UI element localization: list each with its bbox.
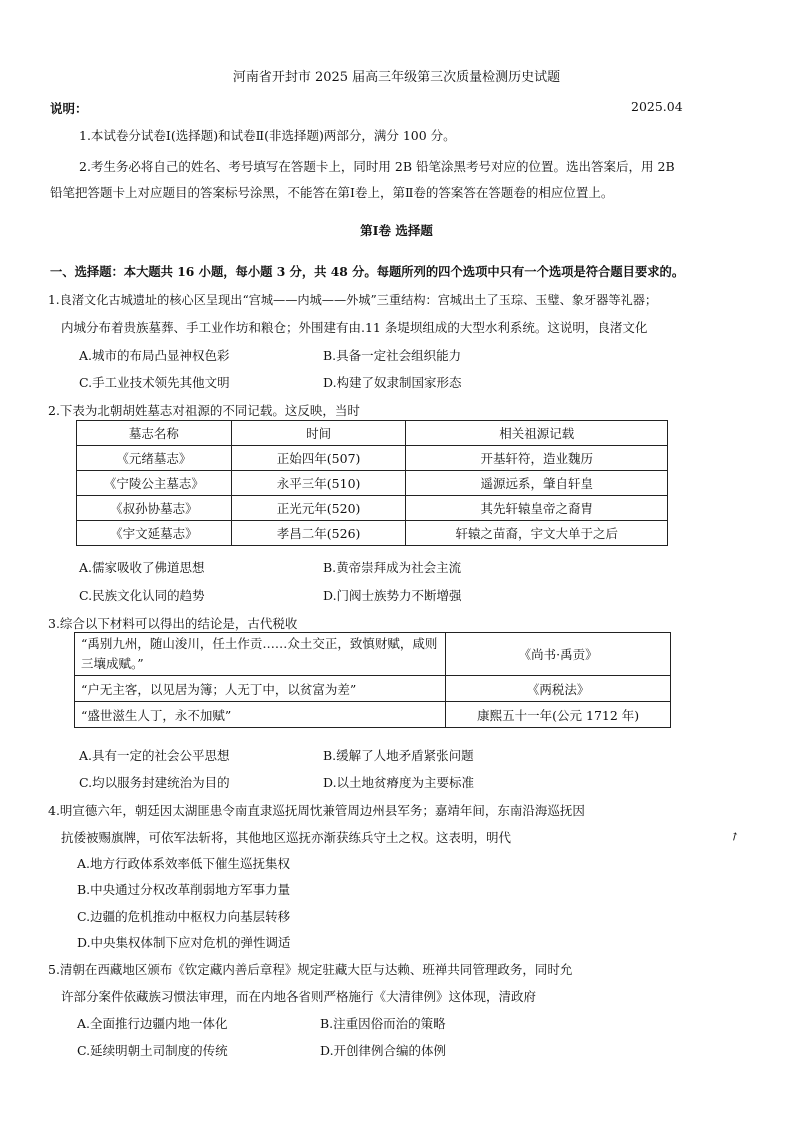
part-heading: 一、选择题：本大题共 16 小题，每小题 3 分，共 48 分。每题所列的四个选项中只有一个选项是符合题目要求的。 xyxy=(50,264,685,279)
q2-option-d[interactable]: D.门阀士族势力不断增强 xyxy=(323,588,462,603)
q5-stem-line1: 5.清朝在西藏地区颁布《钦定藏内善后章程》规定驻藏大臣与达赖、班禅共同管理政务，同时允 xyxy=(48,962,573,977)
table-cell: 《尚书·禹贡》 xyxy=(446,633,671,676)
table-cell: 永平三年(510) xyxy=(231,471,406,496)
table-cell: 《宇文延墓志》 xyxy=(77,521,232,546)
q3-option-c[interactable]: C.均以服务封建统治为目的 xyxy=(79,775,230,790)
note-label: 说明： xyxy=(50,101,88,116)
q2-option-c[interactable]: C.民族文化认同的趋势 xyxy=(79,588,205,603)
table-cell: 康熙五十一年(公元 1712 年) xyxy=(446,702,671,728)
q3-option-d[interactable]: D.以土地贫瘠度为主要标准 xyxy=(323,775,475,790)
table-cell: 《元绪墓志》 xyxy=(77,446,232,471)
table-row xyxy=(75,702,671,728)
table-row xyxy=(77,496,668,521)
q5-option-d[interactable]: D.开创律例合编的体例 xyxy=(320,1043,447,1058)
q2-stem: 2.下表为北朝胡姓墓志对祖源的不同记载。这反映，当时 xyxy=(48,403,360,418)
exam-date: 2025.04 xyxy=(631,99,683,114)
q2-table xyxy=(76,420,668,546)
margin-mark: ↗ xyxy=(727,828,742,845)
instruction-3: 铅笔把答题卡上对应题目的答案标号涂黑，不能答在第Ⅰ卷上，第Ⅱ卷的答案答在答题卷的相应位置上。 xyxy=(50,185,614,200)
q3-table xyxy=(74,632,671,728)
table-cell: 开基轩符，造业魏历 xyxy=(406,446,668,471)
q3-option-b[interactable]: B.缓解了人地矛盾紧张问题 xyxy=(323,748,474,763)
q4-option-d[interactable]: D.中央集权体制下应对危机的弹性调适 xyxy=(77,935,291,950)
table-row xyxy=(77,446,668,471)
q5-stem-line2: 许部分案件依藏族习惯法审理，而在内地各省则严格施行《大清律例》这体现，清政府 xyxy=(61,989,537,1004)
q1-option-c[interactable]: C.手工业技术领先其他文明 xyxy=(79,375,230,390)
instruction-2: 2.考生务必将自己的姓名、考号填写在答题卡上，同时用 2B 铅笔涂黑考号对应的位置。选出答案后，用 2B xyxy=(79,159,675,174)
table-row xyxy=(75,676,671,702)
table-row xyxy=(75,633,671,676)
q4-stem-line1: 4.明宣德六年，朝廷因太湖匪患令南直隶巡抚周忱兼管周边州县军务；嘉靖年间，东南沿海巡抚因 xyxy=(48,803,585,818)
table-cell: 孝昌二年(526) xyxy=(231,521,406,546)
table-cell: 《宁陵公主墓志》 xyxy=(77,471,232,496)
q4-option-a[interactable]: A.地方行政体系效率低下催生巡抚集权 xyxy=(77,856,291,871)
table-cell: 《叔孙协墓志》 xyxy=(77,496,232,521)
q1-option-b[interactable]: B.具备一定社会组织能力 xyxy=(323,348,462,363)
q4-option-c[interactable]: C.边疆的危机推动中枢权力向基层转移 xyxy=(77,909,291,924)
instruction-1: 1.本试卷分试卷Ⅰ(选择题)和试卷Ⅱ(非选择题)两部分，满分 100 分。 xyxy=(79,128,456,143)
table-cell: “户无主客，以见居为簿；人无丁中，以贫富为差” xyxy=(75,676,446,702)
table-header-row xyxy=(77,421,668,446)
q1-option-a[interactable]: A.城市的布局凸显神权色彩 xyxy=(79,348,230,363)
q1-stem-line2: 内城分布着贵族墓葬、手工业作坊和粮仓；外围建有由.11 条堤坝组成的大型水利系统。这说明，良渚文化 xyxy=(61,320,648,335)
table-cell: 《两税法》 xyxy=(446,676,671,702)
q2-option-a[interactable]: A.儒家吸收了佛道思想 xyxy=(79,560,205,575)
q4-option-b[interactable]: B.中央通过分权改革削弱地方军事力量 xyxy=(77,882,291,897)
table-header-cell: 时间 xyxy=(231,421,406,446)
table-cell: 轩辕之苗裔，宇文大单于之后 xyxy=(406,521,668,546)
q3-option-a[interactable]: A.具有一定的社会公平思想 xyxy=(79,748,230,763)
q1-option-d[interactable]: D.构建了奴隶制国家形态 xyxy=(323,375,462,390)
table-cell: 其先轩辕皇帝之裔胄 xyxy=(406,496,668,521)
table-cell: 正始四年(507) xyxy=(231,446,406,471)
q3-stem: 3.综合以下材料可以得出的结论是，古代税收 xyxy=(48,616,298,631)
table-cell: 正光元年(520) xyxy=(231,496,406,521)
table-cell: “盛世滋生人丁，永不加赋” xyxy=(75,702,446,728)
q5-option-c[interactable]: C.延续明朝土司制度的传统 xyxy=(77,1043,228,1058)
table-row xyxy=(77,471,668,496)
q4-stem-line2: 抗倭被赐旗牌，可依军法斩将，其他地区巡抚亦渐获练兵守土之权。这表明，明代 xyxy=(61,830,512,845)
table-header-cell: 相关祖源记载 xyxy=(406,421,668,446)
q5-option-a[interactable]: A.全面推行边疆内地一体化 xyxy=(77,1016,228,1031)
table-cell: 遥源远系，肇自轩皇 xyxy=(406,471,668,496)
table-cell: “禹别九州，随山浚川，任土作贡……众土交正，致慎财赋，咸则三壤成赋。” xyxy=(75,633,446,676)
section-title: 第Ⅰ卷 选择题 xyxy=(360,223,433,238)
q2-option-b[interactable]: B.黄帝崇拜成为社会主流 xyxy=(323,560,462,575)
q5-option-b[interactable]: B.注重因俗而治的策略 xyxy=(320,1016,446,1031)
table-row xyxy=(77,521,668,546)
table-header-cell: 墓志名称 xyxy=(77,421,232,446)
exam-title: 河南省开封市 2025 届高三年级第三次质量检测历史试题 xyxy=(232,70,561,85)
q1-stem-line1: 1.良渚文化古城遗址的核心区呈现出“宫城——内城——外城”三重结构：宫城出土了玉琮、玉璧、象牙器等礼器； xyxy=(48,293,658,307)
